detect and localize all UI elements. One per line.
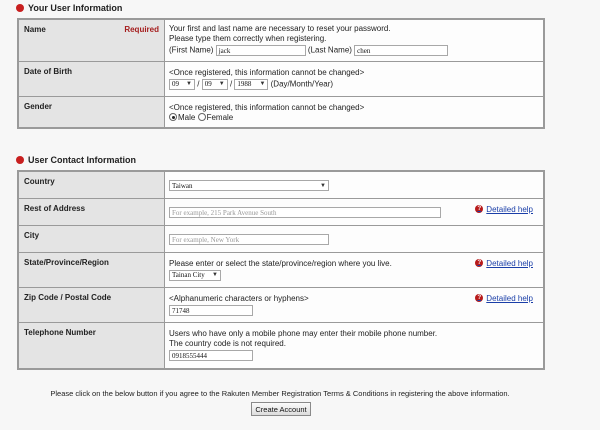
phone-description-1: Users who have only a mobile phone may enter their mobile phone number. xyxy=(169,328,438,338)
first-name-label: (First Name) xyxy=(169,45,214,55)
gender-female-option[interactable] xyxy=(198,113,234,122)
last-name-label: (Last Name) xyxy=(307,45,352,55)
help-icon: ? xyxy=(475,205,483,213)
dropdown-arrow-icon: ▼ xyxy=(212,272,218,278)
section-title-contact-info xyxy=(16,155,136,165)
state-value-cell xyxy=(165,252,545,287)
help-icon: ? xyxy=(475,294,483,302)
dob-month-select[interactable] xyxy=(202,79,228,90)
zip-help-text[interactable]: Detailed help xyxy=(486,293,533,303)
gender-male-option[interactable] xyxy=(169,113,198,122)
gender-row xyxy=(18,96,544,128)
city-input[interactable]: For example, New York xyxy=(169,234,329,245)
create-account-button[interactable]: Create Account xyxy=(251,402,311,416)
dob-month-value: 09 xyxy=(204,80,212,88)
name-label: Name xyxy=(24,25,46,34)
phone-description-2: The country code is not required. xyxy=(169,338,286,348)
zip-value-cell xyxy=(165,287,545,322)
state-instruction: Please enter or select the state/province/region where you live. xyxy=(169,258,392,268)
radio-checked-icon[interactable] xyxy=(169,113,177,121)
name-row xyxy=(18,19,544,61)
state-label-cell xyxy=(18,252,165,287)
dob-separator: / xyxy=(197,79,200,89)
section-title-text: User Contact Information xyxy=(28,155,137,165)
zip-input[interactable]: 71748 xyxy=(169,305,253,316)
dropdown-arrow-icon: ▼ xyxy=(218,81,225,87)
name-description-1: Your first and last name are necessary to reset your password. xyxy=(169,24,391,33)
zip-label: Zip Code / Postal Code xyxy=(24,292,112,302)
required-badge: Required xyxy=(124,25,159,34)
country-value-cell xyxy=(165,171,545,198)
country-select[interactable] xyxy=(169,180,329,191)
section-title-text: Your User Information xyxy=(28,3,123,13)
state-row xyxy=(18,252,544,287)
address-value-cell xyxy=(165,198,545,225)
help-icon: ? xyxy=(475,259,483,267)
dob-day-select[interactable] xyxy=(169,79,195,90)
dob-row xyxy=(18,61,544,96)
country-label: Country xyxy=(24,177,55,186)
state-label: State/Province/Region xyxy=(24,257,109,267)
gender-value-cell xyxy=(165,96,545,128)
dropdown-arrow-icon: ▼ xyxy=(186,81,192,87)
state-help-link[interactable] xyxy=(475,259,533,268)
state-select[interactable] xyxy=(169,270,221,281)
address-label: Rest of Address xyxy=(24,203,86,213)
country-row xyxy=(18,171,544,198)
phone-input[interactable]: 0918555444 xyxy=(169,350,253,361)
dob-separator: / xyxy=(229,79,233,89)
user-info-table xyxy=(17,18,545,129)
gender-note: <Once registered, this information cannot be changed> xyxy=(169,102,365,112)
section-title-user-info xyxy=(16,3,122,13)
country-label-cell xyxy=(18,171,165,198)
dob-label: Date of Birth xyxy=(24,66,72,76)
dob-value-cell xyxy=(165,61,545,96)
dob-year-value: 1988 xyxy=(237,80,252,88)
gender-female-label: Female xyxy=(206,112,234,122)
phone-label: Telephone Number xyxy=(24,327,96,337)
city-row xyxy=(18,225,544,252)
address-row xyxy=(18,198,544,225)
zip-row xyxy=(18,287,544,322)
last-name-input[interactable]: chen xyxy=(354,45,448,56)
zip-label-cell xyxy=(18,287,165,322)
zip-note: <Alphanumeric characters or hyphens> xyxy=(169,293,309,303)
name-value-cell xyxy=(165,19,545,61)
zip-help-link[interactable] xyxy=(475,294,533,303)
city-label: City xyxy=(24,230,40,240)
address-label-cell xyxy=(18,198,165,225)
radio-unchecked-icon[interactable] xyxy=(198,113,206,121)
gender-label-cell xyxy=(18,96,165,128)
bullet-icon xyxy=(16,156,24,164)
dropdown-arrow-icon: ▼ xyxy=(259,81,266,87)
address-help-link[interactable] xyxy=(475,205,533,214)
phone-label-cell xyxy=(18,322,165,369)
country-select-value: Taiwan xyxy=(172,181,193,190)
dob-year-select[interactable] xyxy=(234,79,268,90)
phone-row xyxy=(18,322,544,369)
dropdown-arrow-icon: ▼ xyxy=(320,182,326,189)
dob-format-hint: (Day/Month/Year) xyxy=(270,79,334,89)
address-input[interactable]: For example, 215 Park Avenue South xyxy=(169,207,441,218)
state-help-text[interactable]: Detailed help xyxy=(486,258,533,268)
address-help-text[interactable]: Detailed help xyxy=(486,204,533,214)
bullet-icon xyxy=(16,4,24,12)
city-label-cell xyxy=(18,225,165,252)
phone-value-cell xyxy=(165,322,545,369)
dob-day-value: 09 xyxy=(172,80,179,88)
city-value-cell xyxy=(165,225,545,252)
dob-label-cell xyxy=(18,61,165,96)
state-select-value: Tainan City xyxy=(172,271,205,279)
gender-male-label: Male xyxy=(178,112,196,122)
terms-agreement-note: Please click on the below button if you agree to the Rakuten Member Registration Terms & Conditions in registering the above information. xyxy=(50,389,510,398)
dob-note: <Once registered, this information cannot be changed> xyxy=(169,67,365,77)
name-description-2: Please type them correctly when registering. xyxy=(169,34,327,43)
first-name-input[interactable]: jack xyxy=(216,45,306,56)
name-label-cell xyxy=(18,19,165,61)
gender-label: Gender xyxy=(24,101,53,111)
contact-info-table xyxy=(17,170,545,370)
